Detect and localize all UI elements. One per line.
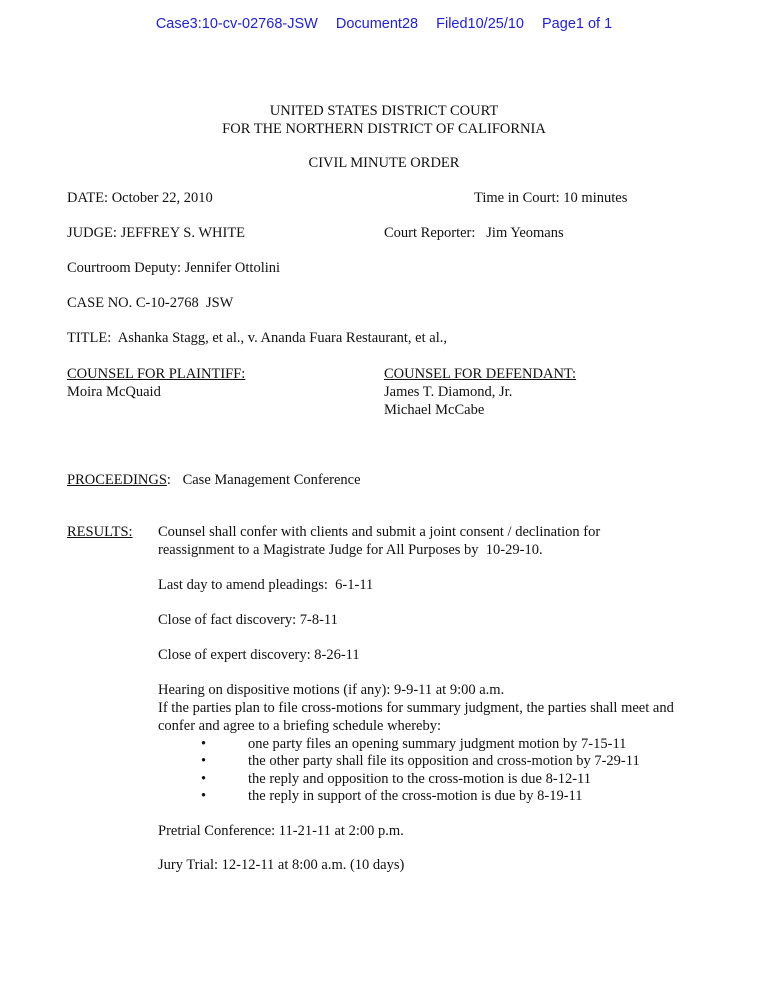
proceedings-line [67,472,361,489]
court-reporter: Court Reporter: Jim Yeomans [384,225,564,241]
bullet-marker: • [201,736,207,752]
plaintiff-counsel-name: Moira McQuaid [67,384,161,400]
results-expert-discovery: Close of expert discovery: 8-26-11 [158,647,360,663]
case-number: CASE NO. C-10-2768 JSW [67,295,234,311]
results-jury-trial: Jury Trial: 12-12-11 at 8:00 a.m. (10 days) [158,857,405,873]
results-cross-motion-line: confer and agree to a briefing schedule whereby: [158,718,442,734]
bullet-marker: • [201,788,207,804]
judge-name: JUDGE: JEFFREY S. WHITE [67,225,246,241]
proceedings-colon: : [166,472,171,488]
defendant-counsel-heading: COUNSEL FOR DEFENDANT: [384,366,577,382]
courtroom-deputy: Courtroom Deputy: Jennifer Ottolini [67,260,281,276]
results-fact-discovery: Close of fact discovery: 7-8-11 [158,612,338,628]
stamp-case-number: Case3:10-cv-02768-JSW [155,16,318,32]
results-hearing: Hearing on dispositive motions (if any): 9-9-11 at 9:00 a.m. [158,682,505,698]
briefing-item: the other party shall file its opposition and cross-motion by 7-29-11 [248,753,640,769]
results-cross-motion-line: If the parties plan to file cross-motions for summary judgment, the parties shall meet and [158,700,674,716]
court-district: FOR THE NORTHERN DISTRICT OF CALIFORNIA [222,121,546,137]
results-pretrial-conference: Pretrial Conference: 11-21-11 at 2:00 p.m. [158,823,404,839]
case-title: TITLE: Ashanka Stagg, et al., v. Ananda Fuara Restaurant, et al., [67,330,447,346]
bullet-marker: • [201,771,207,787]
briefing-item: one party files an opening summary judgment motion by 7-15-11 [248,736,627,752]
results-label: RESULTS: [67,524,133,540]
proceedings-value: Case Management Conference [182,472,361,488]
stamp-document-number: Document28 [335,16,419,32]
order-title: CIVIL MINUTE ORDER [308,155,460,171]
plaintiff-counsel-heading: COUNSEL FOR PLAINTIFF: [67,366,246,382]
hearing-date: DATE: October 22, 2010 [67,190,213,206]
briefing-item: the reply in support of the cross-motion is due by 8-19-11 [248,788,583,804]
stamp-filed-date: Filed10/25/10 [436,16,524,32]
filing-stamp [0,16,768,32]
bullet-marker: • [201,753,207,769]
proceedings-label: PROCEEDINGS [67,472,167,488]
stamp-page-number: Page1 of 1 [542,16,613,32]
results-consent-line: Counsel shall confer with clients and submit a joint consent / declination for [158,524,601,540]
results-amend-pleadings: Last day to amend pleadings: 6-1-11 [158,577,374,593]
briefing-item: the reply and opposition to the cross-motion is due 8-12-11 [248,771,591,787]
court-name: UNITED STATES DISTRICT COURT [269,103,499,119]
defendant-counsel-name: Michael McCabe [384,402,485,418]
results-consent-line: reassignment to a Magistrate Judge for All Purposes by 10-29-10. [158,542,543,558]
defendant-counsel-name: James T. Diamond, Jr. [384,384,513,400]
time-in-court: Time in Court: 10 minutes [474,190,628,206]
